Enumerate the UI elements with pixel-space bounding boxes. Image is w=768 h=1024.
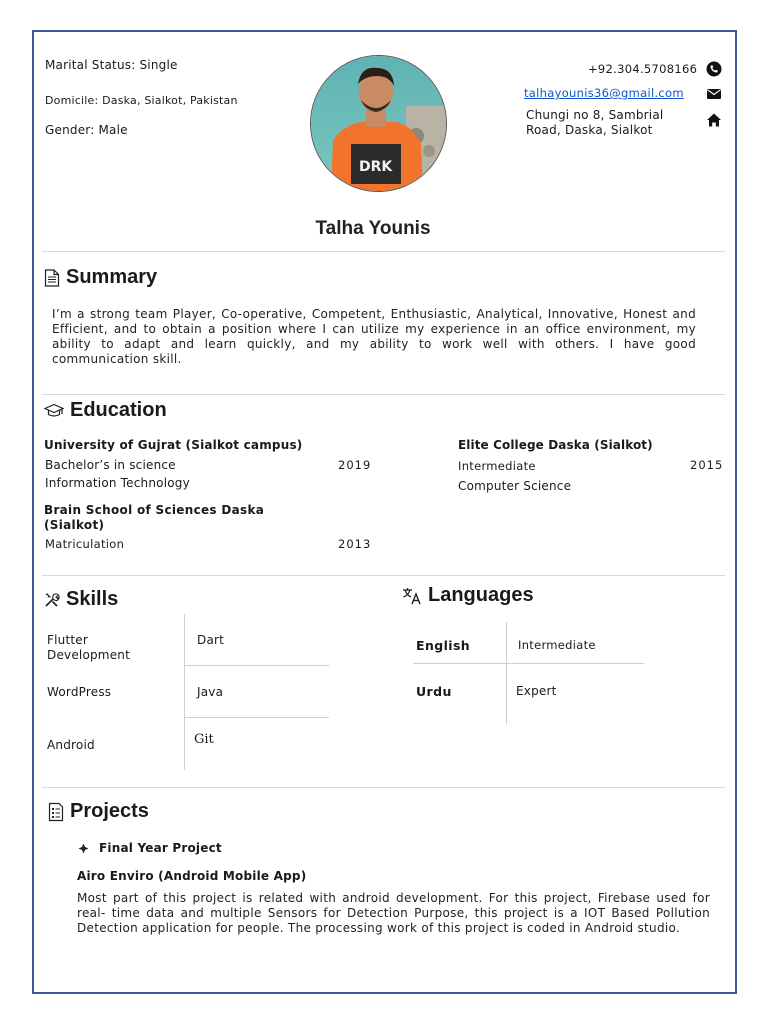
- profile-photo-image: [311, 56, 447, 192]
- education-degree: Bachelor’s in science: [45, 458, 176, 472]
- education-heading-text: Education: [70, 399, 167, 421]
- skills-heading-text: Skills: [66, 588, 119, 610]
- summary-text: I’m a strong team Player, Co-operative, Competent, Enthusiastic, Analytical, Innovative, Honest and Efficient, and to obtain a position where I can utilize my experience in an office environment, my ability to adapt and learn quickly, and my ability to work well with others. I have good communication skill.: [52, 307, 696, 366]
- address: [526, 108, 663, 138]
- education-degree: Intermediate: [458, 459, 536, 473]
- home-icon: [706, 112, 722, 128]
- projects-heading-text: Projects: [70, 800, 149, 822]
- skill-item: Java: [197, 685, 224, 699]
- projects-heading: [48, 800, 149, 823]
- graduation-cap-icon: [44, 403, 64, 419]
- divider: [42, 575, 725, 576]
- language-name: English: [416, 638, 471, 653]
- skill-item-line-1: Flutter: [47, 633, 88, 647]
- domicile: Domicile: Daska, Sialkot, Pakistan: [45, 94, 238, 107]
- languages-heading: [402, 584, 534, 607]
- language-name: Urdu: [416, 684, 452, 699]
- education-year: 2013: [338, 537, 372, 551]
- gender: Gender: Male: [45, 123, 128, 137]
- diamond-bullet-icon: [78, 843, 89, 854]
- email-link[interactable]: talhayounis36@gmail.com: [524, 86, 684, 100]
- language-level: Expert: [516, 684, 557, 698]
- education-heading: [44, 399, 167, 422]
- envelope-icon: [706, 86, 722, 102]
- svg-text:DRK: DRK: [359, 159, 393, 175]
- project-title: Airo Enviro (Android Mobile App): [77, 869, 307, 883]
- project-bullet-title: Final Year Project: [99, 841, 222, 855]
- translate-icon: [402, 587, 422, 605]
- education-degree: Matriculation: [45, 537, 125, 551]
- languages-row-divider: [413, 663, 644, 664]
- divider: [42, 394, 725, 395]
- tools-icon: [44, 592, 60, 608]
- skill-item: Git: [194, 732, 214, 747]
- address-line-2: Road, Daska, Sialkot: [526, 123, 653, 137]
- project-bullet: [78, 841, 222, 855]
- education-institution-line-1: Brain School of Sciences Daska: [44, 503, 265, 517]
- languages-column-divider: [506, 622, 507, 724]
- skills-heading: [44, 588, 118, 611]
- education-field: Computer Science: [458, 479, 572, 493]
- address-line-1: Chungi no 8, Sambrial: [526, 108, 664, 122]
- divider: [42, 787, 725, 788]
- languages-heading-text: Languages: [428, 584, 534, 606]
- marital-status: Marital Status: Single: [45, 58, 178, 72]
- document-icon: [44, 269, 60, 287]
- education-year: 2015: [690, 458, 724, 472]
- phone-icon: [706, 61, 722, 77]
- education-field: Information Technology: [45, 476, 190, 490]
- education-institution: Elite College Daska (Sialkot): [458, 438, 653, 452]
- phone-number: +92.304.5708166: [588, 62, 698, 76]
- skills-column-divider: [184, 614, 185, 770]
- education-year: 2019: [338, 458, 372, 472]
- skill-item-line-2: Development: [47, 648, 130, 662]
- project-description: Most part of this project is related with android development. For this project, Firebase used for real- time data and multiple Sensors for Detection Purpose, this project is a IOT Based Pollution Detection application for people. The processing work of this project is coded in Android studio.: [77, 891, 710, 935]
- list-icon: [48, 802, 64, 822]
- language-level: Intermediate: [518, 638, 596, 652]
- summary-heading: [44, 266, 157, 289]
- education-institution: University of Gujrat (Sialkot campus): [44, 438, 303, 452]
- education-institution: [44, 503, 264, 533]
- divider: [42, 251, 725, 252]
- skills-row-divider: [184, 717, 329, 718]
- skill-item: WordPress: [47, 685, 112, 699]
- profile-photo: [310, 55, 447, 192]
- skills-row-divider: [184, 665, 329, 666]
- education-institution-line-2: (Sialkot): [44, 518, 105, 532]
- person-name: Talha Younis: [315, 218, 431, 239]
- skill-item: Dart: [197, 633, 225, 647]
- skill-item: [47, 633, 130, 663]
- summary-heading-text: Summary: [66, 266, 158, 288]
- skill-item: Android: [47, 738, 95, 752]
